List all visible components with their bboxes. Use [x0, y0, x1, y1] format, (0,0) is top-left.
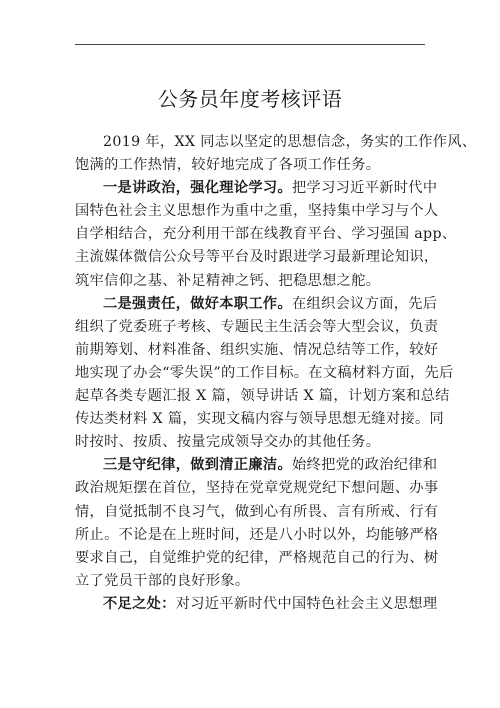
body-line-with-heading	[75, 593, 438, 616]
body-line-text: 在组织会议方面，先后	[292, 295, 438, 312]
body-line: 情，自觉抵制不良习气，做到心有所畏、言有所戒、行有	[75, 503, 439, 520]
section-heading: 三是守纪律，做到清正廉洁。	[103, 457, 292, 474]
body-line: 2019 年，XX 同志以坚定的思想信念，务实的工作作风、	[103, 134, 477, 150]
body-line: 所止。不论是在上班时间，还是八小时以外，均能够严格	[75, 526, 439, 543]
body-line: 地实现了办会“零失误”的工作目标。在文稿材料方面，先后	[75, 364, 454, 381]
body-line-with-heading	[75, 293, 438, 316]
body-line: 饱满的工作热情，较好地完成了各项工作任务。	[75, 157, 381, 174]
body-line: 自学相结合，充分利用干部在线教育平台、学习强国 app、	[75, 226, 457, 243]
section-heading: 不足之处：	[103, 595, 176, 612]
body-line-text: 对习近平新时代中国特色社会主义思想理	[175, 595, 438, 612]
header-rule	[75, 44, 425, 45]
body-line-text: 始终把党的政治纪律和	[292, 457, 438, 474]
body-line: 时按时、按质、按量完成领导交办的其他任务。	[75, 434, 381, 451]
body-line-with-heading	[75, 454, 438, 477]
body-line: 国特色社会主义思想作为重中之重，坚持集中学习与个人	[75, 203, 439, 220]
body-line: 前期筹划、材料准备、组织实施、情况总结等工作，较好	[75, 341, 439, 358]
body-line: 要求自己，自觉维护党的纪律，严格规范自己的行为、树	[75, 549, 439, 566]
body-line: 传达类材料 X 篇，实现文稿内容与领导思想无缝对接。同	[75, 411, 445, 428]
section-heading: 二是强责任，做好本职工作。	[103, 295, 292, 312]
body-line: 组织了党委班子考核、专题民主生活会等大型会议，负责	[75, 318, 439, 335]
body-line-text: 把学习习近平新时代中	[292, 180, 438, 197]
body-line: 筑牢信仰之基、补足精神之钙、把稳思想之舵。	[75, 272, 381, 289]
document-body	[75, 131, 477, 616]
body-line: 起草各类专题汇报 X 篇，领导讲话 X 篇，计划方案和总结	[75, 388, 450, 405]
body-line: 主流媒体微信公众号等平台及时跟进学习最新理论知识，	[75, 249, 439, 266]
body-line: 立了党员干部的良好形象。	[75, 572, 250, 589]
body-line-with-heading	[75, 177, 438, 200]
document-title: 公务员年度考核评语	[157, 87, 343, 111]
section-heading: 一是讲政治，强化理论学习。	[103, 180, 292, 197]
body-line: 政治规矩摆在首位，坚持在党章党规党纪下想问题、办事	[75, 480, 439, 497]
